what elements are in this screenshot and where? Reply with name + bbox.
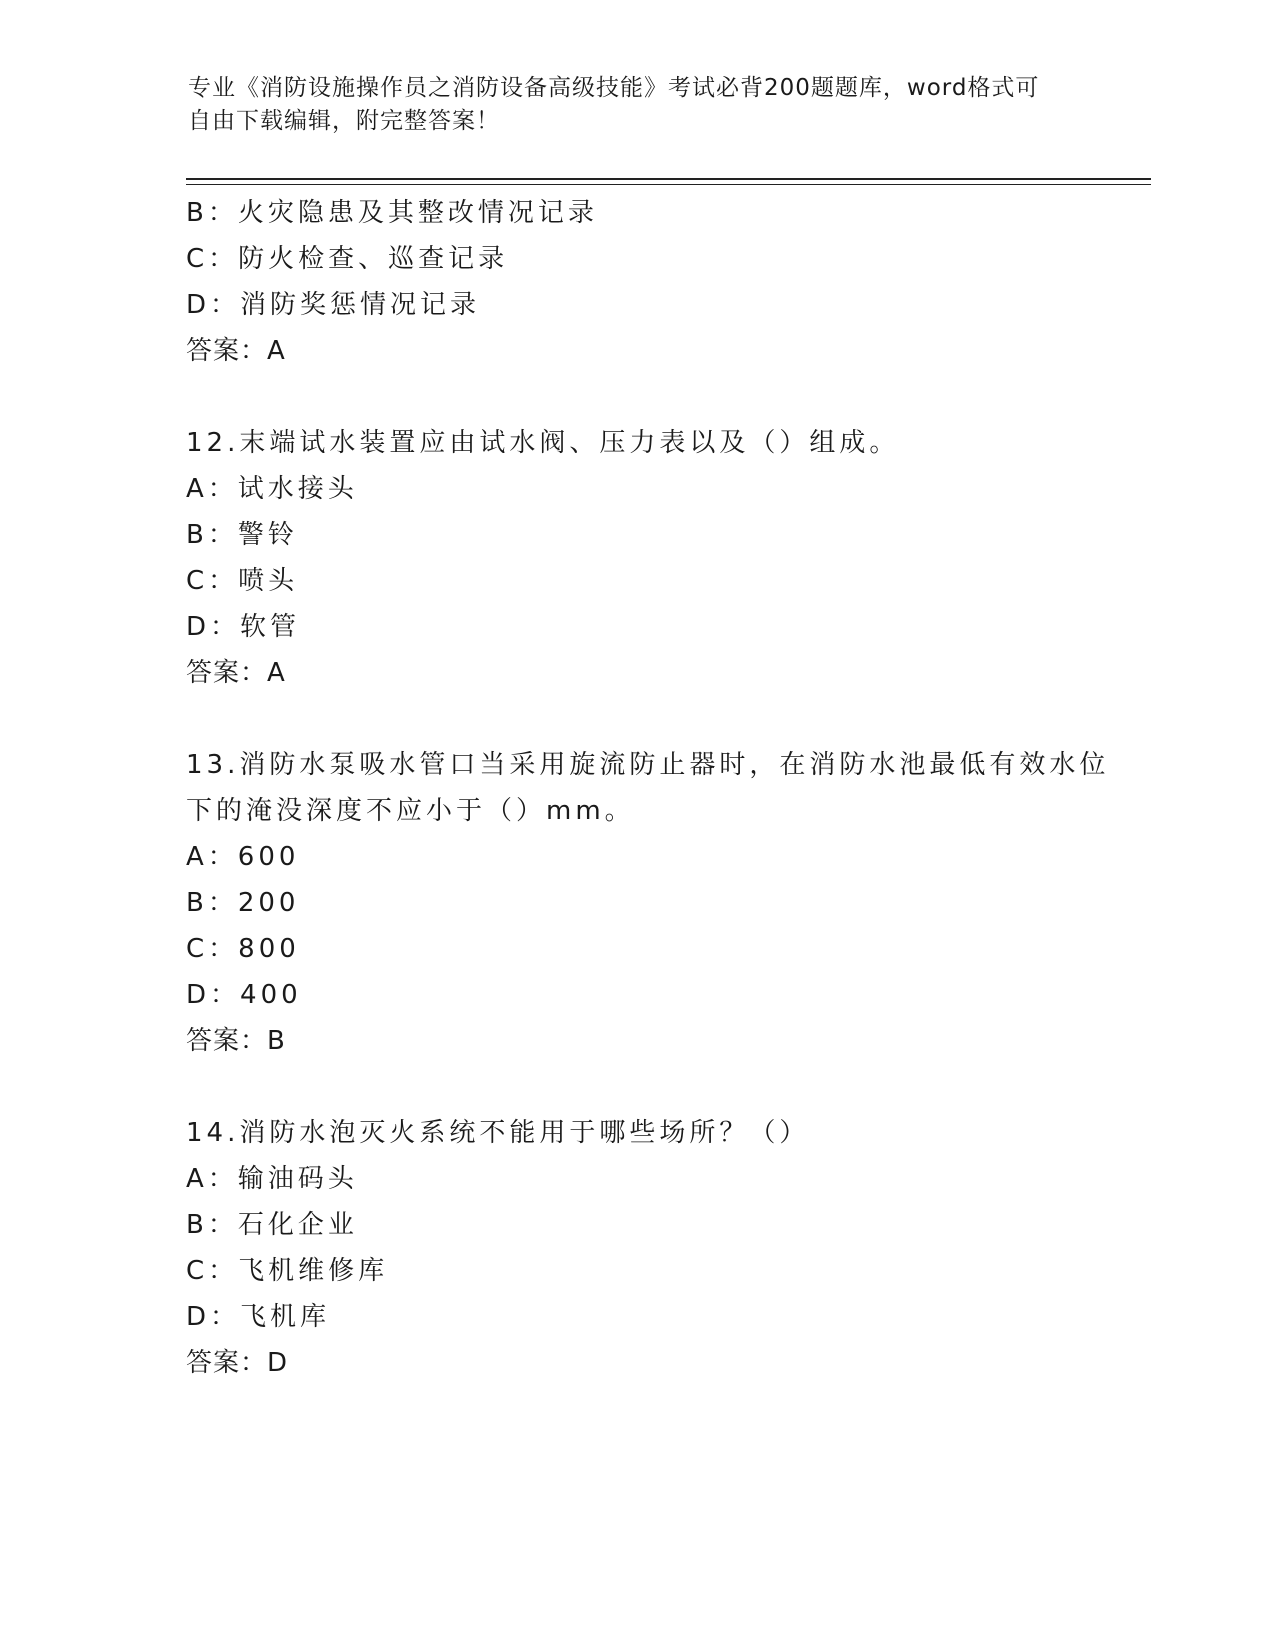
header-line-2: 自由下载编辑，附完整答案！ xyxy=(188,108,500,134)
question-text: 13.消防水泵吸水管口当采用旋流防止器时，在消防水池最低有效水位 xyxy=(186,750,1110,780)
question-14 xyxy=(186,1110,1086,1386)
option-a: A：600 xyxy=(186,842,300,872)
option-d: D：飞机库 xyxy=(186,1302,331,1332)
option-c: C：喷头 xyxy=(186,566,299,596)
option-c: C：防火检查、巡查记录 xyxy=(186,244,509,274)
option-b: B：火灾隐患及其整改情况记录 xyxy=(186,198,598,228)
option-a: A：试水接头 xyxy=(186,474,358,504)
option-d: D：400 xyxy=(186,980,302,1010)
answer-line: 答案：A xyxy=(186,658,286,688)
header-line-1: 专业《消防设施操作员之消防设备高级技能》考试必背200题题库，word格式可 xyxy=(188,75,1040,101)
answer-line: 答案：B xyxy=(186,1026,286,1056)
answer-line: 答案：A xyxy=(186,336,286,366)
question-13 xyxy=(186,742,1110,1064)
option-b: B：石化企业 xyxy=(186,1210,358,1240)
answer-line: 答案：D xyxy=(186,1348,289,1378)
question-text: 14.消防水泡灭火系统不能用于哪些场所？（） xyxy=(186,1118,810,1148)
option-a: A：输油码头 xyxy=(186,1164,358,1194)
header-rule-thick xyxy=(186,178,1151,180)
option-c: C：飞机维修库 xyxy=(186,1256,389,1286)
option-b: B：警铃 xyxy=(186,520,298,550)
document-header xyxy=(188,72,1068,138)
previous-question-block xyxy=(186,190,1086,374)
option-c: C：800 xyxy=(186,934,300,964)
question-text-continued: 下的淹没深度不应小于（）mm。 xyxy=(186,796,635,826)
question-12 xyxy=(186,420,1086,696)
question-content xyxy=(186,190,1110,1386)
option-d: D：软管 xyxy=(186,612,301,642)
question-text: 12.末端试水装置应由试水阀、压力表以及（）组成。 xyxy=(186,428,900,458)
option-b: B：200 xyxy=(186,888,300,918)
option-d: D：消防奖惩情况记录 xyxy=(186,290,481,320)
header-rule-thin xyxy=(186,184,1151,185)
